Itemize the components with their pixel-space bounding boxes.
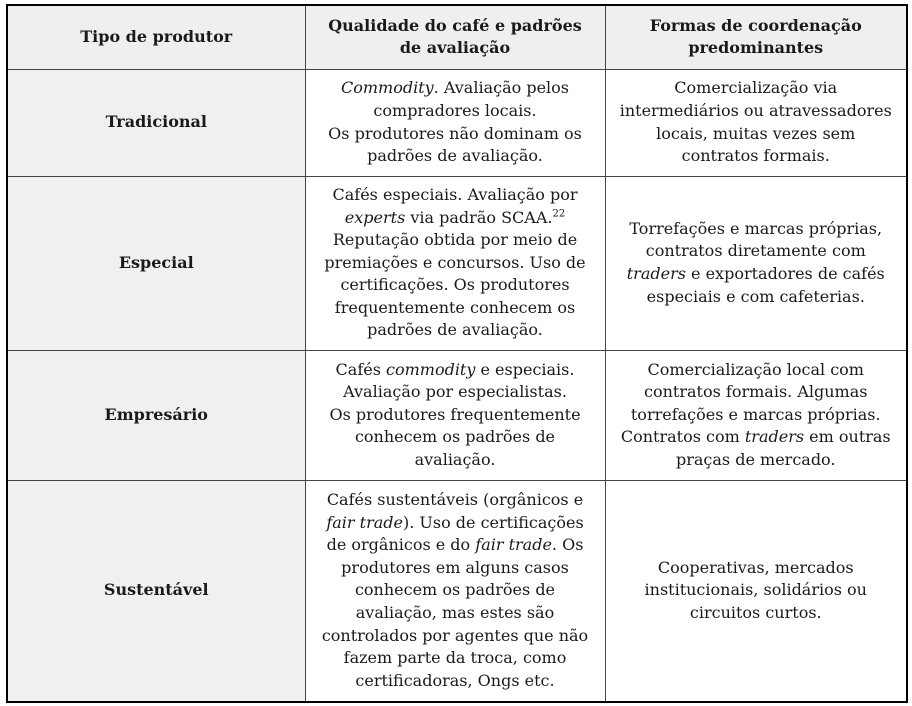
table-row	[7, 176, 907, 350]
footnote-marker: 22	[552, 208, 566, 220]
header-coordination: Formas de coordenação predominantes	[605, 5, 907, 69]
producer-type-cell: Sustentável	[7, 480, 305, 702]
coordination-cell	[605, 69, 907, 176]
coordination-cell	[605, 176, 907, 350]
quality-cell	[305, 69, 605, 176]
cell-text: Os produtores frequentemente conhecem os padrões de avaliação.	[329, 404, 581, 469]
cell-text: Comercialização via intermediários ou atravessadores locais, muitas vezes sem contratos formais.	[619, 78, 892, 166]
quality-cell	[305, 350, 605, 480]
producer-type-cell: Tradicional	[7, 69, 305, 176]
cell-text: Comercialização local com contratos formais. Algumas torrefações e marcas próprias.	[630, 359, 881, 424]
cell-text: ). Uso de certificações de orgânicos e do	[326, 512, 584, 555]
cell-text: traders	[626, 264, 686, 283]
cell-text: fair trade	[475, 535, 552, 555]
cell-text: Cafés	[335, 359, 386, 379]
cell-text: e exportadores de cafés especiais e com cafeterias.	[646, 264, 885, 306]
cell-text: Cooperativas, mercados institucionais, solidários ou circuitos curtos.	[644, 557, 867, 623]
cell-text: commodity	[386, 359, 476, 379]
header-producer-type: Tipo de produtor	[7, 5, 305, 69]
producer-types-table	[6, 4, 908, 703]
table-row	[7, 480, 907, 702]
cell-text: via padrão SCAA.	[405, 207, 553, 227]
quality-cell	[305, 176, 605, 350]
cell-text: Cafés especiais. Avaliação por	[332, 184, 578, 204]
cell-text: Os produtores não dominam os padrões de avaliação.	[328, 123, 582, 166]
table-row	[7, 350, 907, 480]
cell-text: . Avaliação pelos compradores locais.	[373, 78, 569, 120]
table-row	[7, 69, 907, 176]
cell-text: Commodity	[340, 78, 434, 98]
cell-text: Contratos com	[620, 427, 745, 447]
producer-type-cell: Especial	[7, 176, 305, 350]
cell-text: e especiais. Avaliação por especialistas.	[343, 359, 575, 402]
header-quality: Qualidade do café e padrões de avaliação	[305, 5, 605, 69]
cell-text: Reputação obtida por meio de premiações e concursos. Uso de certificações. Os produtores frequentemente conhecem os padrões de avaliação.	[324, 230, 586, 340]
cell-text: Cafés sustentáveis (orgânicos e	[326, 490, 584, 510]
cell-text: . Os produtores em alguns casos conhecem os padrões de avaliação, mas estes são controlados por agentes que não fazem parte da troca, como certificadoras, Ongs etc.	[321, 535, 589, 690]
cell-text: Torrefações e marcas próprias, contratos diretamente com	[629, 218, 883, 261]
cell-text: traders	[744, 427, 805, 447]
header-row	[7, 5, 907, 69]
quality-cell	[305, 480, 605, 702]
producer-type-cell: Empresário	[7, 350, 305, 480]
cell-text: experts	[344, 207, 406, 227]
coordination-cell	[605, 350, 907, 480]
cell-text: em outras praças de mercado.	[676, 427, 891, 469]
cell-text: fair trade	[326, 512, 403, 532]
coordination-cell	[605, 480, 907, 702]
